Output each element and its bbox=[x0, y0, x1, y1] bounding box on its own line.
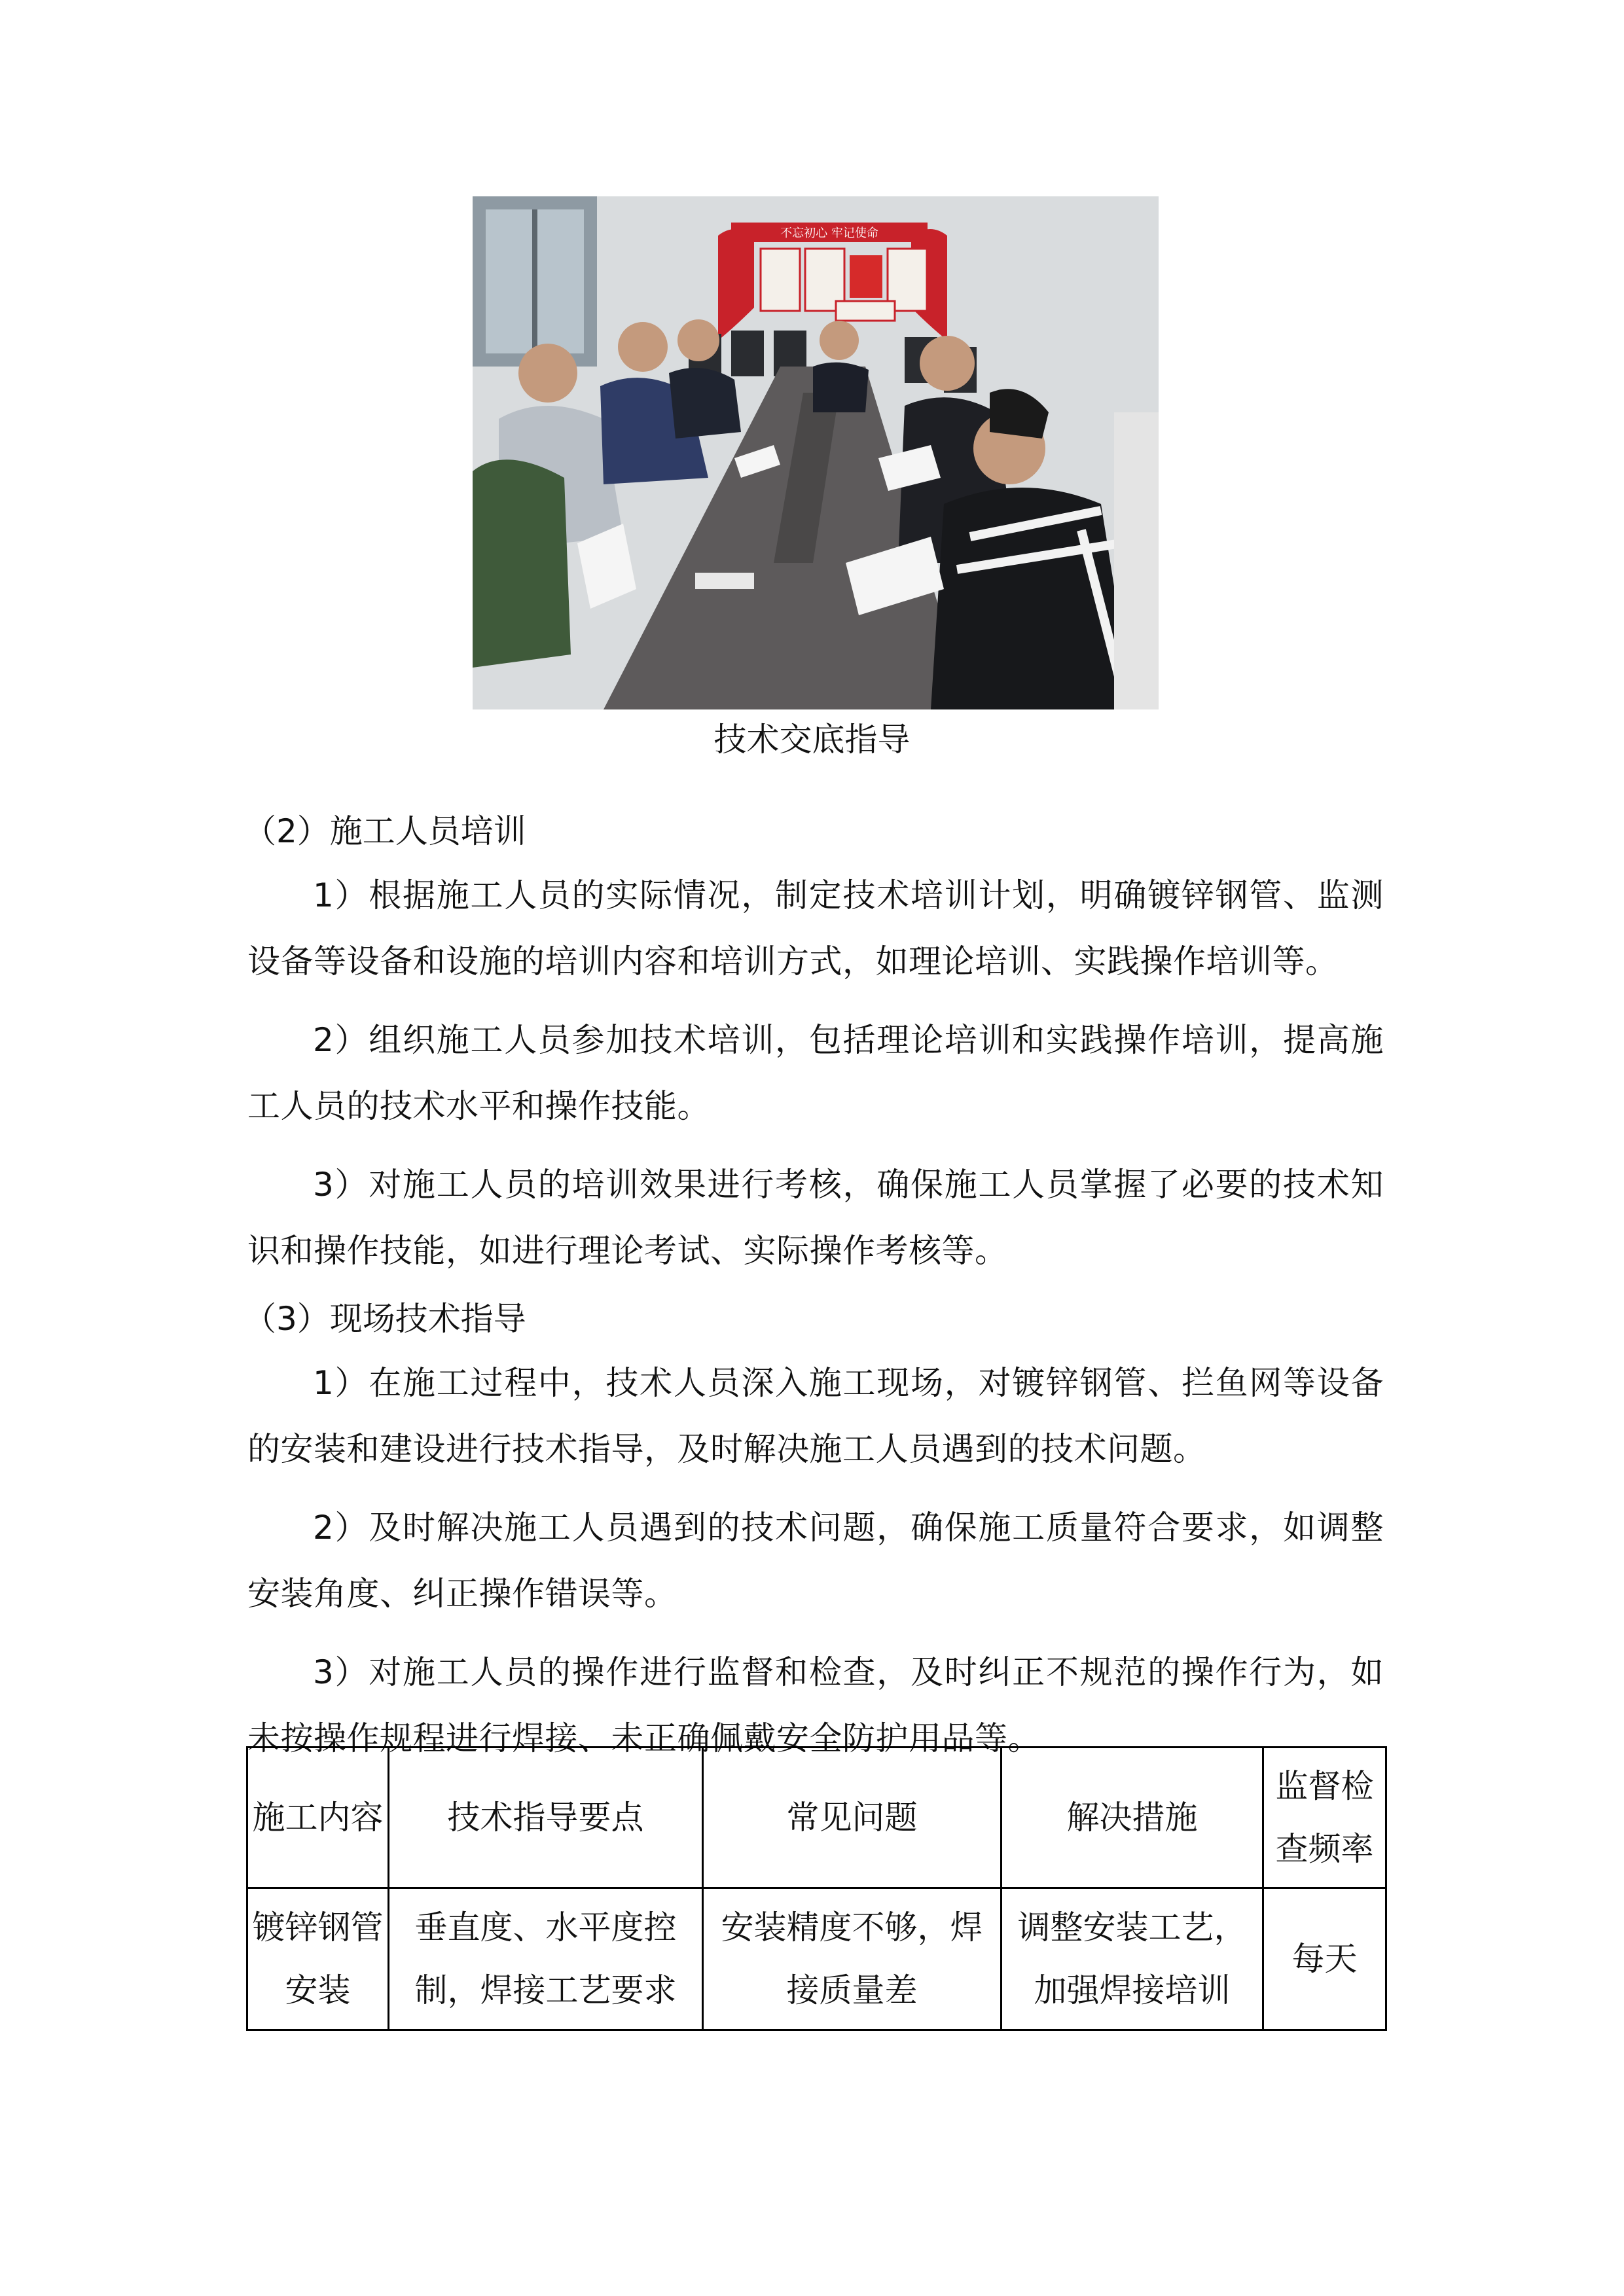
meeting-photo bbox=[473, 196, 1159, 709]
training-paragraph-1: 1）根据施工人员的实际情况，制定技术培训计划，明确镀锌钢管、监测设备等设备和设施的培训内容和培训方式，如理论培训、实践操作培训等。 bbox=[247, 876, 1384, 980]
technical-guidance-table bbox=[246, 1746, 1387, 2031]
table-cell: 垂直度、水平度控制，焊接工艺要求 bbox=[389, 1888, 703, 2030]
table-header-cell: 监督检查频率 bbox=[1263, 1748, 1386, 1888]
guidance-paragraph-2: 2）及时解决施工人员遇到的技术问题，确保施工质量符合要求，如调整安装角度、纠正操作错误等。 bbox=[247, 1509, 1384, 1613]
guidance-paragraph-3: 3）对施工人员的操作进行监督和检查，及时纠正不规范的操作行为，如未按操作规程进行焊接、未正确佩戴安全防护用品等。 bbox=[247, 1653, 1384, 1757]
photo-caption: 技术交底指导 bbox=[713, 721, 911, 759]
table-cell: 镀锌钢管安装 bbox=[247, 1888, 389, 2030]
training-paragraph-2: 2）组织施工人员参加技术培训，包括理论培训和实践操作培训，提高施工人员的技术水平和操作技能。 bbox=[247, 1021, 1384, 1125]
table-header-row bbox=[247, 1748, 1386, 1888]
banner-text: 不忘初心 牢记使命 bbox=[780, 226, 878, 240]
table-cell: 安装精度不够，焊接质量差 bbox=[703, 1888, 1001, 2030]
table-cell: 每天 bbox=[1263, 1888, 1386, 2030]
section-heading-training: （2）施工人员培训 bbox=[244, 812, 526, 850]
table-header-cell: 技术指导要点 bbox=[389, 1748, 703, 1888]
table-cell: 调整安装工艺，加强焊接培训 bbox=[1001, 1888, 1263, 2030]
table-header-cell: 解决措施 bbox=[1001, 1748, 1263, 1888]
meeting-photo-illustration bbox=[473, 196, 1159, 709]
training-paragraph-3: 3）对施工人员的培训效果进行考核，确保施工人员掌握了必要的技术知识和操作技能，如进行理论考试、实际操作考核等。 bbox=[247, 1166, 1384, 1270]
table-header-cell: 常见问题 bbox=[703, 1748, 1001, 1888]
guidance-paragraph-1: 1）在施工过程中，技术人员深入施工现场，对镀锌钢管、拦鱼网等设备的安装和建设进行技术指导，及时解决施工人员遇到的技术问题。 bbox=[247, 1364, 1384, 1468]
table-row bbox=[247, 1888, 1386, 2030]
table-header-cell: 施工内容 bbox=[247, 1748, 389, 1888]
section-heading-onsite-guidance: （3）现场技术指导 bbox=[244, 1300, 526, 1338]
